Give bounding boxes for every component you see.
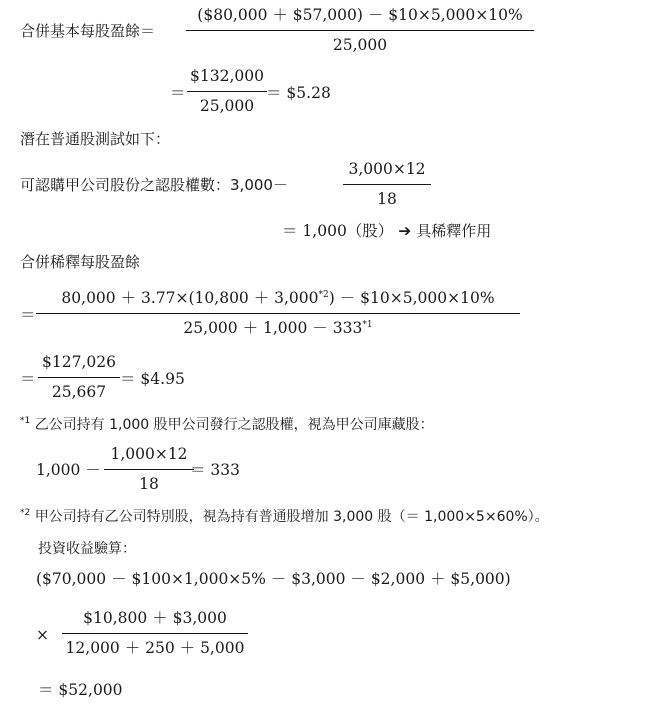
fraction-bar [36,313,520,314]
fraction-bar [62,633,248,634]
basic-eps-fraction [186,8,534,53]
fraction-bar [186,30,534,31]
diluted-eps-simplified-numerator: $127,026 [42,353,116,371]
basic-eps-denominator: 25,000 [332,35,388,54]
note-2-text: 甲公司持有乙公司特別股，視為持有普通股增加 3,000 股（＝ 1,000×5×60%）。 [34,509,549,525]
warrants-denominator: 18 [377,189,397,208]
warrants-fraction [343,162,431,207]
multiply-sign: × [36,626,49,644]
warrants-result-value: ＝ 1,000（股） [282,222,394,240]
basic-eps-label: 合併基本每股盈餘＝ [20,22,156,40]
diluted-eps-numerator-part1: 80,000 ＋ 3.77×(10,800 ＋ 3,000 [61,289,319,307]
investment-income-denominator: 12,000 ＋ 250 ＋ 5,000 [65,638,245,657]
note-2-marker: *2 [20,508,31,518]
note-1-result: ＝ 333 [190,461,241,479]
diluted-eps-fraction [36,291,520,336]
note-1-text: 乙公司持有 1,000 股甲公司發行之認股權，視為甲公司庫藏股： [34,417,434,433]
fraction-bar [343,184,431,185]
basic-eps-equals: ＝ [170,84,186,102]
diluted-eps-equals-2: ＝ [20,370,36,388]
diluted-eps-numerator [36,291,520,307]
basic-eps-simplified-denominator: 25,000 [199,96,255,115]
basic-eps-numerator: ($80,000 ＋ $57,000) － $10×5,000×10% [197,6,523,24]
note-1-numerator: 1,000×12 [110,445,188,463]
diluted-eps-numerator-part2: ) － $10×5,000×10% [328,289,495,307]
potential-shares-intro: 潛在普通股測試如下： [20,130,171,148]
investment-income-fraction [62,611,248,656]
note-1-fraction [104,447,194,492]
investment-income-result: ＝ $52,000 [38,681,123,699]
fraction-bar [104,469,194,470]
note-2 [20,510,549,524]
investment-income-check-label: 投資收益驗算： [38,541,136,557]
diluted-eps-simplified-fraction [38,355,120,400]
investment-income-numerator: $10,800 ＋ $3,000 [83,609,227,627]
fraction-bar [38,377,120,378]
note-1-calc-prefix: 1,000 － [36,461,101,479]
diluted-eps-equals: ＝ [20,306,36,324]
basic-eps-result: ＝ $5.28 [266,84,331,102]
diluted-eps-denominator [36,318,520,337]
warrants-result [282,224,491,240]
note-1-marker: *1 [20,416,31,426]
warrants-numerator: 3,000×12 [348,160,426,178]
fraction-bar [187,91,267,92]
note-1 [20,418,434,432]
footnote-ref-2: *2 [318,290,329,300]
warrants-label: 可認購甲公司股份之認股權數：3,000－ [20,176,288,194]
footnote-ref-1: *1 [362,319,373,330]
basic-eps-simplified-numerator: $132,000 [190,67,264,85]
basic-eps-simplified-fraction [187,69,267,114]
warrants-result-note: 具稀釋作用 [416,222,492,240]
diluted-eps-result: ＝ $4.95 [120,370,185,388]
note-1-denominator: 18 [139,474,159,493]
diluted-eps-simplified-denominator: 25,667 [51,382,107,401]
diluted-eps-label: 合併稀釋每股盈餘 [20,253,141,271]
diluted-eps-denominator-main: 25,000 ＋ 1,000 － 333 [183,318,363,337]
right-arrow-icon: ➔ [398,222,412,240]
investment-income-line-1: ($70,000 － $100×1,000×5% － $3,000 － $2,000 ＋ $5,000) [36,570,511,588]
